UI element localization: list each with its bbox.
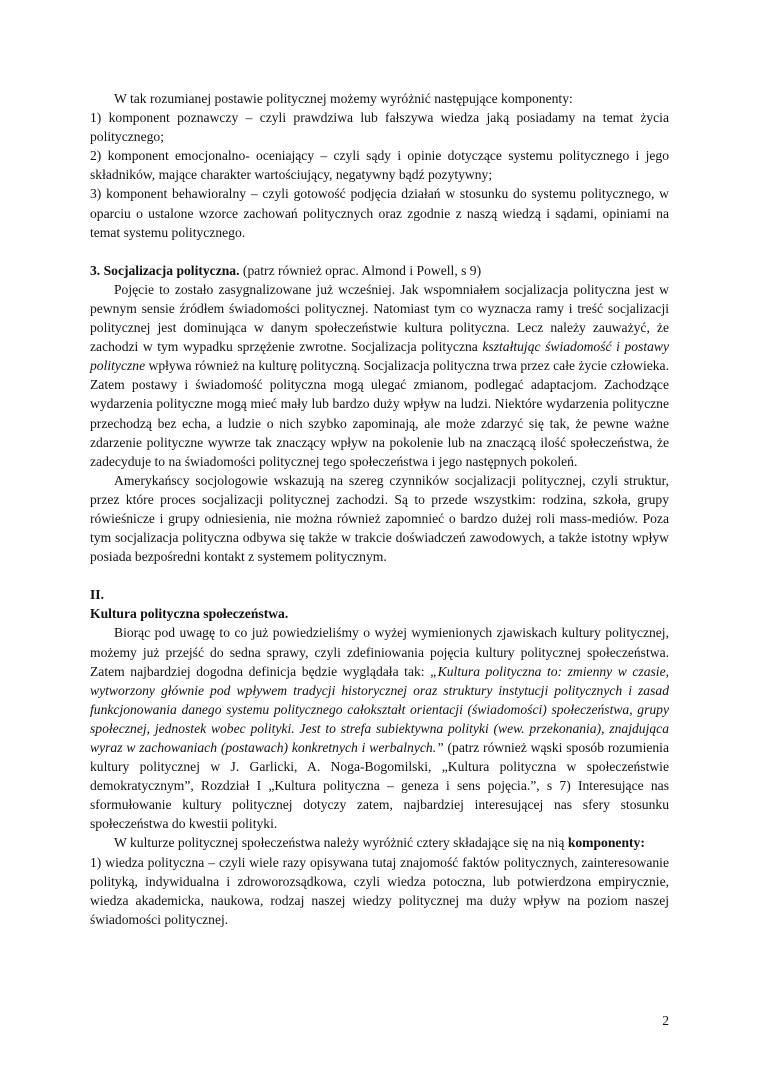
section-3-heading: 3. Socjalizacja polityczna.	[90, 262, 240, 278]
paragraph-gap	[90, 242, 669, 261]
culture-paragraph-1	[90, 623, 669, 833]
document-page	[90, 89, 669, 929]
component-item-1: 1) komponent poznawczy – czyli prawdziwa lub fałszywa wiedza jaką posiadamy na temat życia politycznego;	[90, 110, 669, 145]
page-number: 2	[662, 1013, 669, 1028]
intro-lead: W tak rozumianej postawie politycznej możemy wyróżnić następujące komponenty:	[114, 91, 573, 106]
culture-p1-text-a: Biorąc pod uwagę to co już powiedzieliśmy o wyżej wymienionych zjawiskach kultury politycznej, możemy już przejść do sedna sprawy, czyli zdefiniowania pojęcia kultury politycznej społeczeństwa. Zatem najbardziej dogodna definicja będzie wyglądała tak:	[90, 625, 669, 679]
culture-paragraph-2	[90, 833, 669, 852]
socialization-p1-text-b: wpływa również na kulturę polityczną. Socjalizacja polityczna trwa przez całe życie człowieka. Zatem postawy i świadomość polityczna mogą ulegać zmianom, podlegać adaptacjom. Zachodzące wydarzenia polityczne mogą mieć mały lub bardzo duży wpływ na ludzi. Niektóre wydarzenia polityczne przechodzą bez echa, a ludzie o nich szybko zapominają, ale może zdarzyć się tak, że pewne ważne zdarzenie polityczne wywrze tak znaczący wpływ na pokolenie lub na znaczącą ilość społeczeństwa, że zadecyduje to na świadomości politycznej tego społeczeństwa i jego następnych pokoleń.	[90, 358, 669, 469]
culture-p1-text-b: (patrz również wąski sposób rozumienia kultury politycznej w J. Garlicki, A. Noga-Bogomilski, „Kultura polityczna w społeczeństwie demokratycznym”, Rozdział I „Kultura polityczna – geneza i sens pojęcia.”, s 7) Interesujące nas sformułowanie kultury politycznej dotyczy zatem, najbardziej interesującej nas sfery stosunku społeczeństwa do kwestii polityki.	[90, 740, 669, 832]
culture-p2-bold: komponenty:	[567, 835, 645, 851]
socialization-paragraph-1	[90, 280, 669, 471]
paragraph-gap	[90, 566, 669, 585]
component-item-3: 3) komponent behawioralny – czyli gotowość podjęcia działań w stosunku do systemu politycznego, w oparciu o ustalone wzorce zachowań politycznych oraz zgodnie z naszą wiedzą i sądami, opiniami na temat systemu politycznego.	[90, 186, 669, 240]
socialization-p1-text-a: Pojęcie to zostało zasygnalizowane już wcześniej. Jak wspomniałem socjalizacja polityczna jest w pewnym sensie źródłem świadomości politycznej. Natomiast tym co wyznacza ramy i treść socjalizacji politycznej jest dominująca w danym społeczeństwie kultura polityczna. Lecz należy zauważyć, że zachodzi w tym wypadku sprzężenie zwrotne. Socjalizacja polityczna	[90, 281, 669, 355]
section-3-heading-line	[90, 261, 669, 280]
component-item-2: 2) komponent emocjonalno- oceniający – czyli sądy i opinie dotyczące systemu politycznego i jego składników, mające charakter wartościujący, negatywny bądź pozytywny;	[90, 148, 669, 183]
socialization-paragraph-2: Amerykańscy socjologowie wskazują na szereg czynników socjalizacji politycznej, czyli struktur, przez które proces socjalizacji politycznej zachodzi. Są to przede wszystkim: rodzina, szkoła, grupy rówieśnicze i grupy odniesienia, nie można również zapomnieć o bardzo dużej roli mass-mediów. Poza tym socjalizacja polityczna odbywa się także w trakcie doświadczeń zawodowych, a także istotny wpływ posiada bezpośredni kontakt z systemem politycznym.	[90, 472, 669, 565]
culture-p2-text: W kulturze politycznej społeczeństwa należy wyróżnić cztery składające się na nią	[114, 835, 568, 851]
section-II-numeral: II.	[90, 587, 104, 603]
section-II-title: Kultura polityczna społeczeństwa.	[90, 606, 289, 622]
socialization-p1-italic: kształtując świadomość i postawy polityczne	[90, 339, 670, 374]
culture-component-item-1: 1) wiedza polityczna – czyli wiele razy opisywana tutaj znajomość faktów politycznych, zainteresowanie polityką, indywidualna i zdroworozsądkowa, czyli wiedza potoczna, lub potwierdzona empirycznie, wiedza akademicka, naukowa, rodzaj naszej wiedzy politycznej ma duży wpływ na poziom naszej świadomości politycznej.	[90, 854, 669, 927]
culture-definition-italic: „Kultura polityczna to: zmienny w czasie, wytworzony głównie pod wpływem tradycji historycznej oraz struktury instytucji politycznych i zasad funkcjonowania danego systemu politycznego całokształt orientacji (świadomości) społeczeństwa, grupy społecznej, jednostek wobec polityki. Jest to strefa subiektywna polityki (wew. przekonania), znajdująca wyraz w zachowaniach (postawach) konkretnych i werbalnych.”	[90, 663, 669, 755]
section-3-heading-note: (patrz również oprac. Almond i Powell, s 9)	[239, 262, 482, 278]
